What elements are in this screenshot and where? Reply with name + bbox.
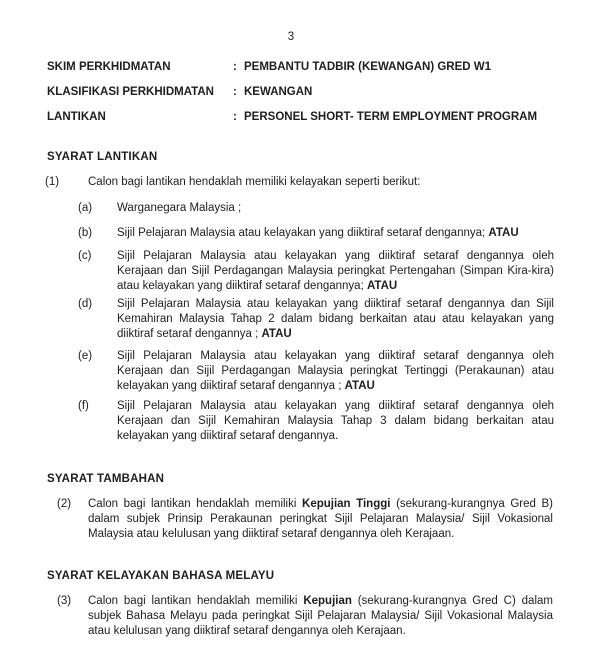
header-value: PERSONEL SHORT- TERM EMPLOYMENT PROGRAM <box>244 111 538 123</box>
section-heading-syarat-tambahan: SYARAT TAMBAHAN <box>47 473 165 485</box>
item-number: (1) <box>45 176 60 188</box>
header-value: PEMBANTU TADBIR (KEWANGAN) GRED W1 <box>244 61 492 73</box>
list-item-d <box>78 297 554 342</box>
item-letter: (b) <box>78 227 93 239</box>
item-text: Calon bagi lantikan hendaklah memiliki kelayakan seperti berikut: <box>88 176 421 188</box>
item-text: Sijil Pelajaran Malaysia atau kelayakan yang diiktiraf setaraf dengannya oleh Kerajaan dan Sijil Perdagangan Malaysia peringkat Pertengahan (Simpan Kira-kira) atau kelayakan yang diiktiraf setaraf dengannya; ATAU <box>117 250 554 292</box>
header-colon: : <box>233 86 237 98</box>
header-label: LANTIKAN <box>47 111 106 123</box>
bold-keyword: ATAU <box>261 328 292 340</box>
header-value: KEWANGAN <box>244 86 313 98</box>
header-colon: : <box>233 61 237 73</box>
item-text: Calon bagi lantikan hendaklah memiliki Kepujian (sekurang-kurangnya Gred C) dalam subjek Bahasa Melayu pada peringkat Sijil Pelajaran Malaysia/ Sijil Vokasional Malaysia atau kelulusan yang diiktiraf setaraf dengannya oleh Kerajaan. <box>88 595 553 637</box>
header-colon: : <box>233 111 237 123</box>
item-letter: (c) <box>78 250 92 262</box>
header-row-skim <box>47 60 491 75</box>
item-number: (3) <box>57 595 72 607</box>
paragraph-3 <box>57 594 553 639</box>
paragraph-1 <box>45 175 558 190</box>
bold-keyword: Kepujian Tinggi <box>302 498 391 510</box>
bold-keyword: ATAU <box>344 380 375 392</box>
item-letter: (a) <box>78 202 93 214</box>
item-number: (2) <box>57 498 72 510</box>
list-item-a <box>78 201 554 216</box>
bold-keyword: ATAU <box>488 227 519 239</box>
list-item-b <box>78 226 554 241</box>
bold-keyword: Kepujian <box>303 595 352 607</box>
item-text: Sijil Pelajaran Malaysia atau kelayakan yang diiktiraf setaraf dengannya; ATAU <box>117 227 519 239</box>
list-item-f <box>78 399 554 444</box>
item-letter: (d) <box>78 298 93 310</box>
list-item-c <box>78 249 554 294</box>
item-letter: (f) <box>78 400 89 412</box>
header-row-klasifikasi <box>47 85 312 100</box>
header-row-lantikan <box>47 110 537 125</box>
item-letter: (e) <box>78 350 93 362</box>
section-heading-syarat-bahasa: SYARAT KELAYAKAN BAHASA MELAYU <box>47 570 275 582</box>
item-text: Sijil Pelajaran Malaysia atau kelayakan yang diiktiraf setaraf dengannya oleh Kerajaan dan Sijil Kemahiran Malaysia Tahap 3 dalam bidang berkaitan atau kelayakan yang diiktiraf setaraf dengannya. <box>117 400 554 442</box>
bold-keyword: ATAU <box>366 280 398 292</box>
item-text: Sijil Pelajaran Malaysia atau kelayakan yang diiktiraf setaraf dengannya oleh Kerajaan dan Sijil Perdagangan Malaysia peringkat Tertinggi (Perakaunan) atau kelayakan yang diiktiraf setaraf dengannya ; ATAU <box>117 350 554 392</box>
list-item-e <box>78 349 554 394</box>
item-text: Calon bagi lantikan hendaklah memiliki Kepujian Tinggi (sekurang-kurangnya Gred B) dalam subjek Prinsip Perakaunan peringkat Sijil Pelajaran Malaysia/ Sijil Vokasional Malaysia atau kelulusan yang diiktiraf setaraf dengannya oleh Kerajaan. <box>88 498 553 540</box>
header-label: SKIM PERKHIDMATAN <box>47 61 171 73</box>
paragraph-2 <box>57 497 553 542</box>
item-text: Warganegara Malaysia ; <box>117 202 242 214</box>
page-number: 3 <box>287 31 295 43</box>
section-heading-syarat-lantikan: SYARAT LANTIKAN <box>47 151 158 163</box>
item-text: Sijil Pelajaran Malaysia atau kelayakan yang diiktiraf setaraf dengannya dan Sijil Kemahiran Malaysia Tahap 2 dalam bidang berkaitan atau atau kelayakan yang diiktiraf setaraf dengannya ; ATAU <box>117 298 554 340</box>
header-label: KLASIFIKASI PERKHIDMATAN <box>47 86 214 98</box>
